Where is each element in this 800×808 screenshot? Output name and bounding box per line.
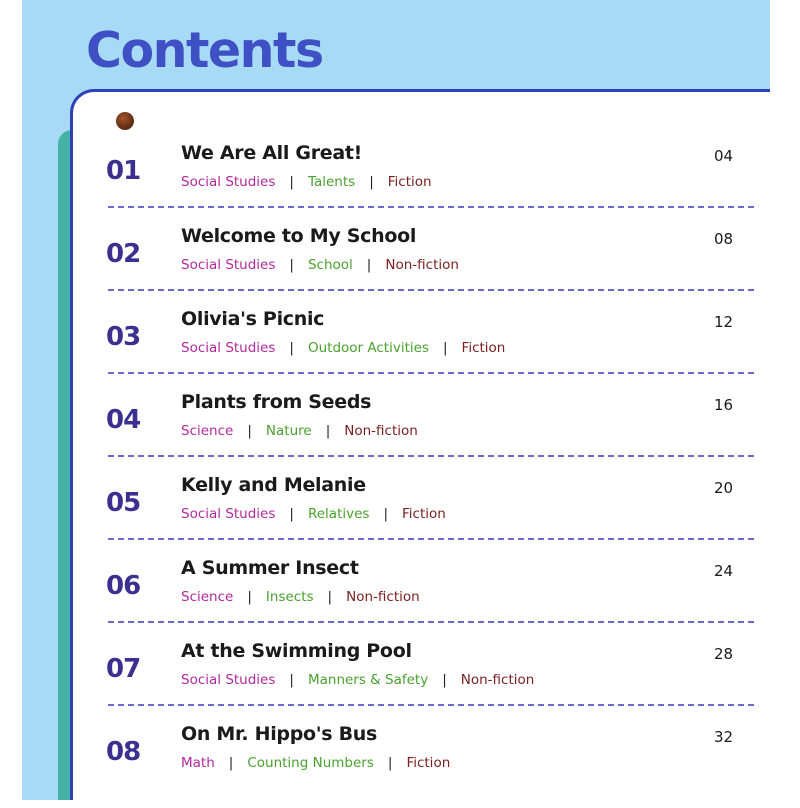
entry-number: 05 (106, 488, 141, 518)
entry-tags (181, 506, 446, 522)
entry-genre: Fiction (406, 755, 451, 771)
entry-topic: Manners & Safety (307, 672, 429, 688)
dashed-divider (108, 372, 754, 374)
toc-entry-04[interactable] (0, 393, 800, 476)
tag-separator: | (247, 423, 252, 439)
entry-tags (181, 672, 534, 688)
dashed-divider (108, 455, 754, 457)
tag-separator: | (289, 257, 294, 273)
entry-subject: Social Studies (181, 340, 276, 356)
entry-number: 02 (106, 239, 141, 269)
entry-title[interactable]: Kelly and Melanie (181, 474, 366, 496)
entry-subject: Science (181, 423, 234, 439)
tag-separator: | (247, 589, 252, 605)
entry-topic: Talents (307, 174, 356, 190)
entry-subject: Science (181, 589, 234, 605)
entry-page-number: 32 (714, 728, 734, 746)
entry-genre: Fiction (402, 506, 446, 522)
entry-tags (181, 589, 420, 605)
entry-tags (181, 174, 432, 190)
entry-genre: Non-fiction (344, 423, 418, 439)
entry-topic: Relatives (307, 506, 370, 522)
tag-separator: | (289, 174, 294, 190)
tag-separator: | (327, 589, 333, 605)
entry-tags (181, 340, 505, 356)
entry-subject: Social Studies (181, 174, 276, 190)
tag-separator: | (442, 340, 448, 356)
tag-separator: | (369, 174, 374, 190)
tag-separator: | (442, 672, 447, 688)
entry-title[interactable]: We Are All Great! (181, 142, 363, 164)
entry-tags (181, 257, 459, 273)
toc-entry-01[interactable] (0, 144, 800, 227)
entry-topic: Counting Numbers (247, 755, 374, 771)
entry-subject: Social Studies (181, 506, 276, 522)
entry-title[interactable]: At the Swimming Pool (181, 640, 412, 662)
entry-number: 04 (106, 405, 141, 435)
entry-topic: School (307, 257, 353, 273)
tag-separator: | (366, 257, 372, 273)
page-title: Contents (86, 22, 323, 79)
entry-topic: Nature (265, 423, 312, 439)
entry-title[interactable]: A Summer Insect (181, 557, 359, 579)
dashed-divider (108, 704, 754, 706)
tag-separator: | (383, 506, 389, 522)
entry-number: 01 (106, 156, 141, 186)
entry-title[interactable]: On Mr. Hippo's Bus (181, 723, 378, 745)
entry-subject: Social Studies (181, 672, 276, 688)
tag-separator: | (289, 340, 294, 356)
entry-title[interactable]: Welcome to My School (181, 225, 417, 247)
tag-separator: | (289, 506, 294, 522)
entry-subject: Math (181, 755, 215, 771)
tag-separator: | (289, 672, 294, 688)
entry-genre: Non-fiction (460, 672, 535, 688)
entry-genre: Non-fiction (346, 589, 420, 605)
toc-entry-03[interactable] (0, 310, 800, 393)
entry-genre: Non-fiction (385, 257, 459, 273)
entry-page-number: 28 (714, 645, 734, 663)
entry-tags (181, 755, 450, 771)
entry-title[interactable]: Olivia's Picnic (181, 308, 325, 330)
entry-number: 07 (106, 654, 141, 684)
dashed-divider (108, 206, 754, 208)
entry-page-number: 04 (714, 147, 734, 165)
entry-genre: Fiction (387, 174, 432, 190)
entry-number: 03 (106, 322, 141, 352)
entry-genre: Fiction (461, 340, 506, 356)
entry-title[interactable]: Plants from Seeds (181, 391, 372, 413)
entry-page-number: 24 (714, 562, 734, 580)
entry-subject: Social Studies (181, 257, 276, 273)
dashed-divider (108, 538, 754, 540)
dashed-divider (108, 289, 754, 291)
entry-number: 06 (106, 571, 141, 601)
entry-topic: Outdoor Activities (307, 340, 429, 356)
entry-page-number: 16 (714, 396, 734, 414)
entry-tags (181, 423, 418, 439)
toc-entry-06[interactable] (0, 559, 800, 642)
toc-entry-07[interactable] (0, 642, 800, 725)
toc-entry-02[interactable] (0, 227, 800, 310)
tag-separator: | (387, 755, 393, 771)
dashed-divider (108, 621, 754, 623)
tag-separator: | (325, 423, 331, 439)
entry-number: 08 (106, 737, 141, 767)
entry-topic: Insects (265, 589, 314, 605)
toc-entry-08[interactable] (0, 725, 800, 808)
entry-page-number: 12 (714, 313, 734, 331)
entry-page-number: 20 (714, 479, 734, 497)
tag-separator: | (228, 755, 234, 771)
toc-entry-05[interactable] (0, 476, 800, 559)
entry-page-number: 08 (714, 230, 734, 248)
